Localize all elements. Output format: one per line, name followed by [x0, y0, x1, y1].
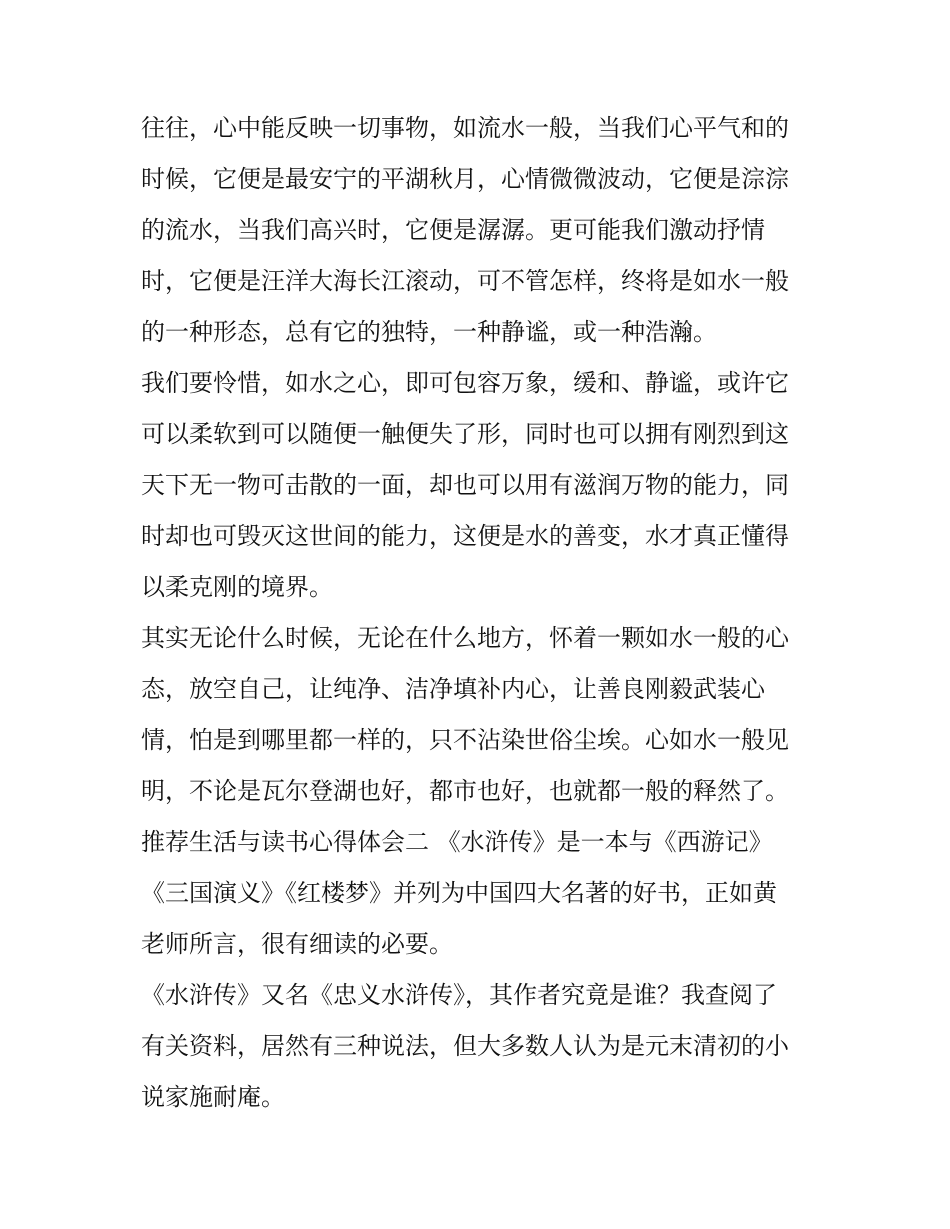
text-line: 往往，心中能反映一切事物，如流水一般，当我们心平气和的 [141, 114, 789, 142]
text-line: 《三国演义》《红楼梦》并列为中国四大名著的好书，正如黄 [141, 879, 777, 907]
text-line: 情，怕是到哪里都一样的，只不沾染世俗尘埃。心如水一般见 [141, 726, 789, 754]
text-line: 时，它便是汪洋大海长江滚动，可不管怎样，终将是如水一般 [141, 267, 789, 295]
text-line: 时候，它便是最安宁的平湖秋月，心情微微波动，它便是淙淙 [141, 165, 789, 193]
text-line: 的一种形态，总有它的独特，一种静谧，或一种浩瀚。 [141, 318, 717, 346]
text-line: 《水浒传》又名《忠义水浒传》，其作者究竟是谁？我查阅了 [141, 981, 777, 1009]
text-line: 时却也可毁灭这世间的能力，这便是水的善变，水才真正懂得 [141, 522, 789, 550]
text-line: 其实无论什么时候，无论在什么地方，怀着一颗如水一般的心 [141, 624, 789, 652]
text-line: 老师所言，很有细读的必要。 [141, 930, 453, 958]
text-line: 明，不论是瓦尔登湖也好，都市也好，也就都一般的释然了。 [141, 777, 789, 805]
text-line: 说家施耐庵。 [141, 1083, 285, 1111]
text-line: 有关资料，居然有三种说法，但大多数人认为是元末清初的小 [141, 1032, 789, 1060]
text-line: 以柔克刚的境界。 [141, 573, 333, 601]
text-line: 的流水，当我们高兴时，它便是潺潺。更可能我们激动抒情 [141, 216, 765, 244]
text-line: 天下无一物可击散的一面，却也可以用有滋润万物的能力，同 [141, 471, 789, 499]
text-line: 推荐生活与读书心得体会二 《水浒传》是一本与《西游记》 [141, 828, 773, 856]
text-line: 态，放空自己，让纯净、洁净填补内心，让善良刚毅武装心 [141, 675, 765, 703]
text-line: 我们要怜惜，如水之心，即可包容万象，缓和、静谧，或许它 [141, 369, 789, 397]
body-text [141, 103, 813, 1123]
text-line: 可以柔软到可以随便一触便失了形，同时也可以拥有刚烈到这 [141, 420, 789, 448]
